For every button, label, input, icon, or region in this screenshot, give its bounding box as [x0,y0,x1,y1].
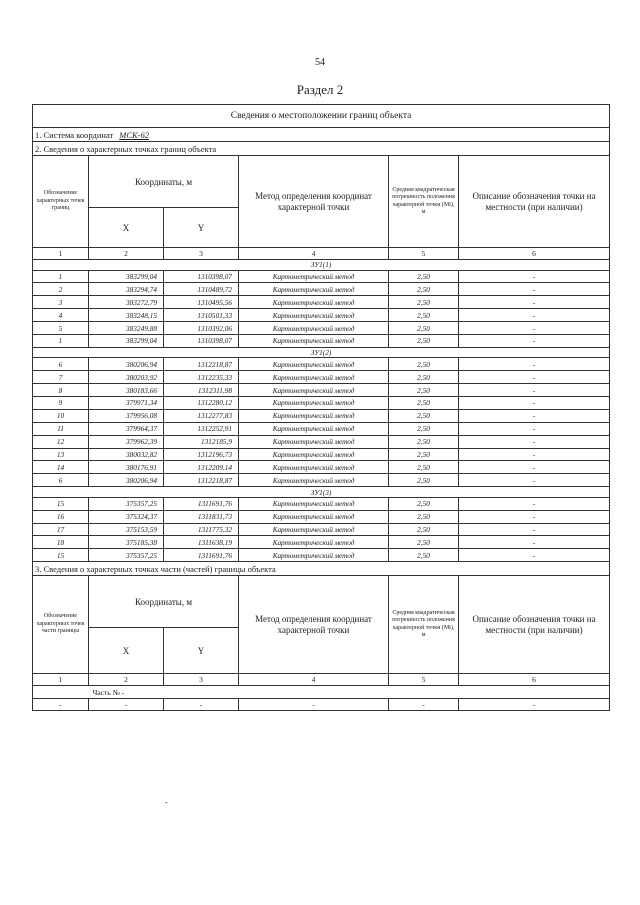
table-row [33,296,610,309]
error-cell: 2,50 [389,384,459,397]
table-row [33,523,610,536]
header-y: Y [164,208,239,248]
coord-x: 380206,94 [89,358,164,371]
point-number: 2 [33,283,89,296]
table-row [33,409,610,422]
group-row [33,260,610,271]
header-description: Описание обозначения точки на местности (при наличии) [459,156,610,248]
method-cell: Картометрический метод [239,296,389,309]
point-number: 1 [33,270,89,283]
group-row [33,487,610,498]
method-cell: Картометрический метод [239,497,389,510]
coord-y: 1312209,14 [164,461,239,474]
point-number: 15 [33,549,89,562]
error-cell: 2,50 [389,309,459,322]
table-row [33,270,610,283]
method-cell: Картометрический метод [239,358,389,371]
method-cell: Картометрический метод [239,397,389,410]
empty-cell: - [89,699,164,711]
boundary-table [32,104,610,711]
point-number: 16 [33,510,89,523]
coord-x: 379962,39 [89,435,164,448]
error-cell: 2,50 [389,409,459,422]
coord-y: 1310398,07 [164,334,239,347]
column-number: 1 [33,674,89,686]
description-cell: - [459,397,610,410]
point-number: 9 [33,397,89,410]
method-cell: Картометрический метод [239,523,389,536]
header3-y: Y [164,628,239,674]
error-cell: 2,50 [389,536,459,549]
coord-y: 1310489,72 [164,283,239,296]
description-cell: - [459,510,610,523]
coord-x: 383299,04 [89,270,164,283]
coord-y: 1312311,98 [164,384,239,397]
coord-y: 1311775,32 [164,523,239,536]
coord-x: 375357,25 [89,497,164,510]
empty-part-row [33,699,610,711]
description-cell: - [459,270,610,283]
coord-x: 375153,59 [89,523,164,536]
error-cell: 2,50 [389,296,459,309]
header3-x: X [89,628,164,674]
coord-y: 1312235,33 [164,371,239,384]
description-cell: - [459,322,610,335]
description-cell: - [459,497,610,510]
method-cell: Картометрический метод [239,309,389,322]
coord-x: 380032,82 [89,448,164,461]
coord-x: 375185,38 [89,536,164,549]
coord-y: 1312280,12 [164,397,239,410]
description-cell: - [459,448,610,461]
point-number: 17 [33,523,89,536]
table-row [33,422,610,435]
coord-x: 380203,92 [89,371,164,384]
section3-title: 3. Сведения о характерных точках части (частей) границы объекта [33,562,610,576]
coord-y: 1310398,07 [164,270,239,283]
method-cell: Картометрический метод [239,435,389,448]
coord-y: 1312252,91 [164,422,239,435]
coord-x: 383294,74 [89,283,164,296]
coord-x: 375324,37 [89,510,164,523]
group-name: ЗУ1(2) [33,347,610,358]
table-row [33,397,610,410]
description-cell: - [459,334,610,347]
coord-y: 1311638,19 [164,536,239,549]
column-number: 6 [459,674,610,686]
coord-x: 380183,66 [89,384,164,397]
column-number: 2 [89,248,164,260]
header-coords: Координаты, м [89,156,239,208]
description-cell: - [459,309,610,322]
coord-y: 1311831,73 [164,510,239,523]
method-cell: Картометрический метод [239,270,389,283]
column-number: 3 [164,248,239,260]
empty-cell: - [164,699,239,711]
part-label: Часть № - [89,686,610,699]
point-number: 10 [33,409,89,422]
header-designation: Обозначение характерных точек границ [33,156,89,248]
coord-y: 1312196,73 [164,448,239,461]
method-cell: Картометрический метод [239,422,389,435]
table-row [33,549,610,562]
column-number: 1 [33,248,89,260]
method-cell: Картометрический метод [239,384,389,397]
page-number: 54 [315,57,325,68]
error-cell: 2,50 [389,397,459,410]
table-row [33,309,610,322]
coord-y: 1312277,83 [164,409,239,422]
column-number: 2 [89,674,164,686]
header3-method: Метод определения координат характерной точки [239,576,389,674]
table-row [33,461,610,474]
error-cell: 2,50 [389,334,459,347]
method-cell: Картометрический метод [239,409,389,422]
table-row [33,358,610,371]
empty-cell: - [33,699,89,711]
header3-error: Средняя квадратическая погрешность положения характерной точки (Mt), м [389,576,459,674]
method-cell: Картометрический метод [239,549,389,562]
description-cell: - [459,474,610,487]
point-number: 13 [33,448,89,461]
error-cell: 2,50 [389,448,459,461]
table-row [33,497,610,510]
point-number: 3 [33,296,89,309]
table-row [33,322,610,335]
point-number: 18 [33,536,89,549]
coord-y: 1312218,87 [164,474,239,487]
error-cell: 2,50 [389,510,459,523]
method-cell: Картометрический метод [239,371,389,384]
description-cell: - [459,536,610,549]
point-number: 5 [33,322,89,335]
coord-x: 383272,79 [89,296,164,309]
table-title: Сведения о местоположении границ объекта [33,105,610,128]
error-cell: 2,50 [389,461,459,474]
coord-x: 379964,37 [89,422,164,435]
method-cell: Картометрический метод [239,461,389,474]
point-number: 14 [33,461,89,474]
table-row [33,474,610,487]
coord-x: 383249,88 [89,322,164,335]
coord-x: 380206,94 [89,474,164,487]
empty-cell: - [239,699,389,711]
description-cell: - [459,371,610,384]
coord-y: 1310392,06 [164,322,239,335]
error-cell: 2,50 [389,474,459,487]
error-cell: 2,50 [389,435,459,448]
error-cell: 2,50 [389,283,459,296]
header-method: Метод определения координат характерной точки [239,156,389,248]
coord-y: 1312185,9 [164,435,239,448]
error-cell: 2,50 [389,497,459,510]
section-title: Раздел 2 [296,82,344,97]
point-number: 1 [33,334,89,347]
header3-coords: Координаты, м [89,576,239,628]
column-numbers-row-2 [33,674,610,686]
group-name: ЗУ1(3) [33,487,610,498]
header-x: X [89,208,164,248]
coord-system-value: МСК-62 [119,129,149,140]
error-cell: 2,50 [389,371,459,384]
coord-x: 375357,25 [89,549,164,562]
coord-x: 379956,08 [89,409,164,422]
error-cell: 2,50 [389,422,459,435]
table-row [33,283,610,296]
point-number: 15 [33,497,89,510]
coord-x: 383248,15 [89,309,164,322]
section2-title: 2. Сведения о характерных точках границ объекта [33,142,610,156]
column-number: 4 [239,248,389,260]
header3-designation: Обозначение характерных точек части границы [33,576,89,674]
method-cell: Картометрический метод [239,448,389,461]
empty-cell: - [459,699,610,711]
method-cell: Картометрический метод [239,322,389,335]
point-number: 7 [33,371,89,384]
description-cell: - [459,296,610,309]
error-cell: 2,50 [389,523,459,536]
coord-system-label: 1. Система координат [35,129,114,140]
column-number: 3 [164,674,239,686]
column-number: 4 [239,674,389,686]
point-number: 6 [33,358,89,371]
method-cell: Картометрический метод [239,283,389,296]
method-cell: Картометрический метод [239,474,389,487]
description-cell: - [459,422,610,435]
header-error: Средняя квадратическая погрешность положения характерной точки (Mt), м [389,156,459,248]
coord-y: 1310501,33 [164,309,239,322]
coord-y: 1311691,76 [164,497,239,510]
point-number: 12 [33,435,89,448]
column-number: 5 [389,674,459,686]
coord-y: 1311691,76 [164,549,239,562]
error-cell: 2,50 [389,322,459,335]
point-number: 4 [33,309,89,322]
table-row [33,435,610,448]
table-row [33,510,610,523]
description-cell: - [459,384,610,397]
method-cell: Картометрический метод [239,334,389,347]
method-cell: Картометрический метод [239,510,389,523]
point-number: 6 [33,474,89,487]
method-cell: Картометрический метод [239,536,389,549]
description-cell: - [459,523,610,536]
point-number: 8 [33,384,89,397]
column-number: 6 [459,248,610,260]
coord-y: 1312218,87 [164,358,239,371]
description-cell: - [459,461,610,474]
error-cell: 2,50 [389,549,459,562]
coord-x: 383299,04 [89,334,164,347]
column-number: 5 [389,248,459,260]
coord-y: 1310495,56 [164,296,239,309]
column-numbers-row [33,248,610,260]
group-row [33,347,610,358]
table-row [33,371,610,384]
table-row [33,536,610,549]
coord-x: 379971,34 [89,397,164,410]
table-row [33,384,610,397]
empty-cell: - [389,699,459,711]
table-row [33,448,610,461]
error-cell: 2,50 [389,358,459,371]
table-row [33,334,610,347]
footer-mark: - [165,798,168,807]
group-name: ЗУ1(1) [33,260,610,271]
description-cell: - [459,435,610,448]
description-cell: - [459,283,610,296]
description-cell: - [459,409,610,422]
description-cell: - [459,358,610,371]
description-cell: - [459,549,610,562]
error-cell: 2,50 [389,270,459,283]
point-number: 11 [33,422,89,435]
coord-system-row [33,128,610,142]
header3-description: Описание обозначения точки на местности (при наличии) [459,576,610,674]
coord-x: 380176,91 [89,461,164,474]
